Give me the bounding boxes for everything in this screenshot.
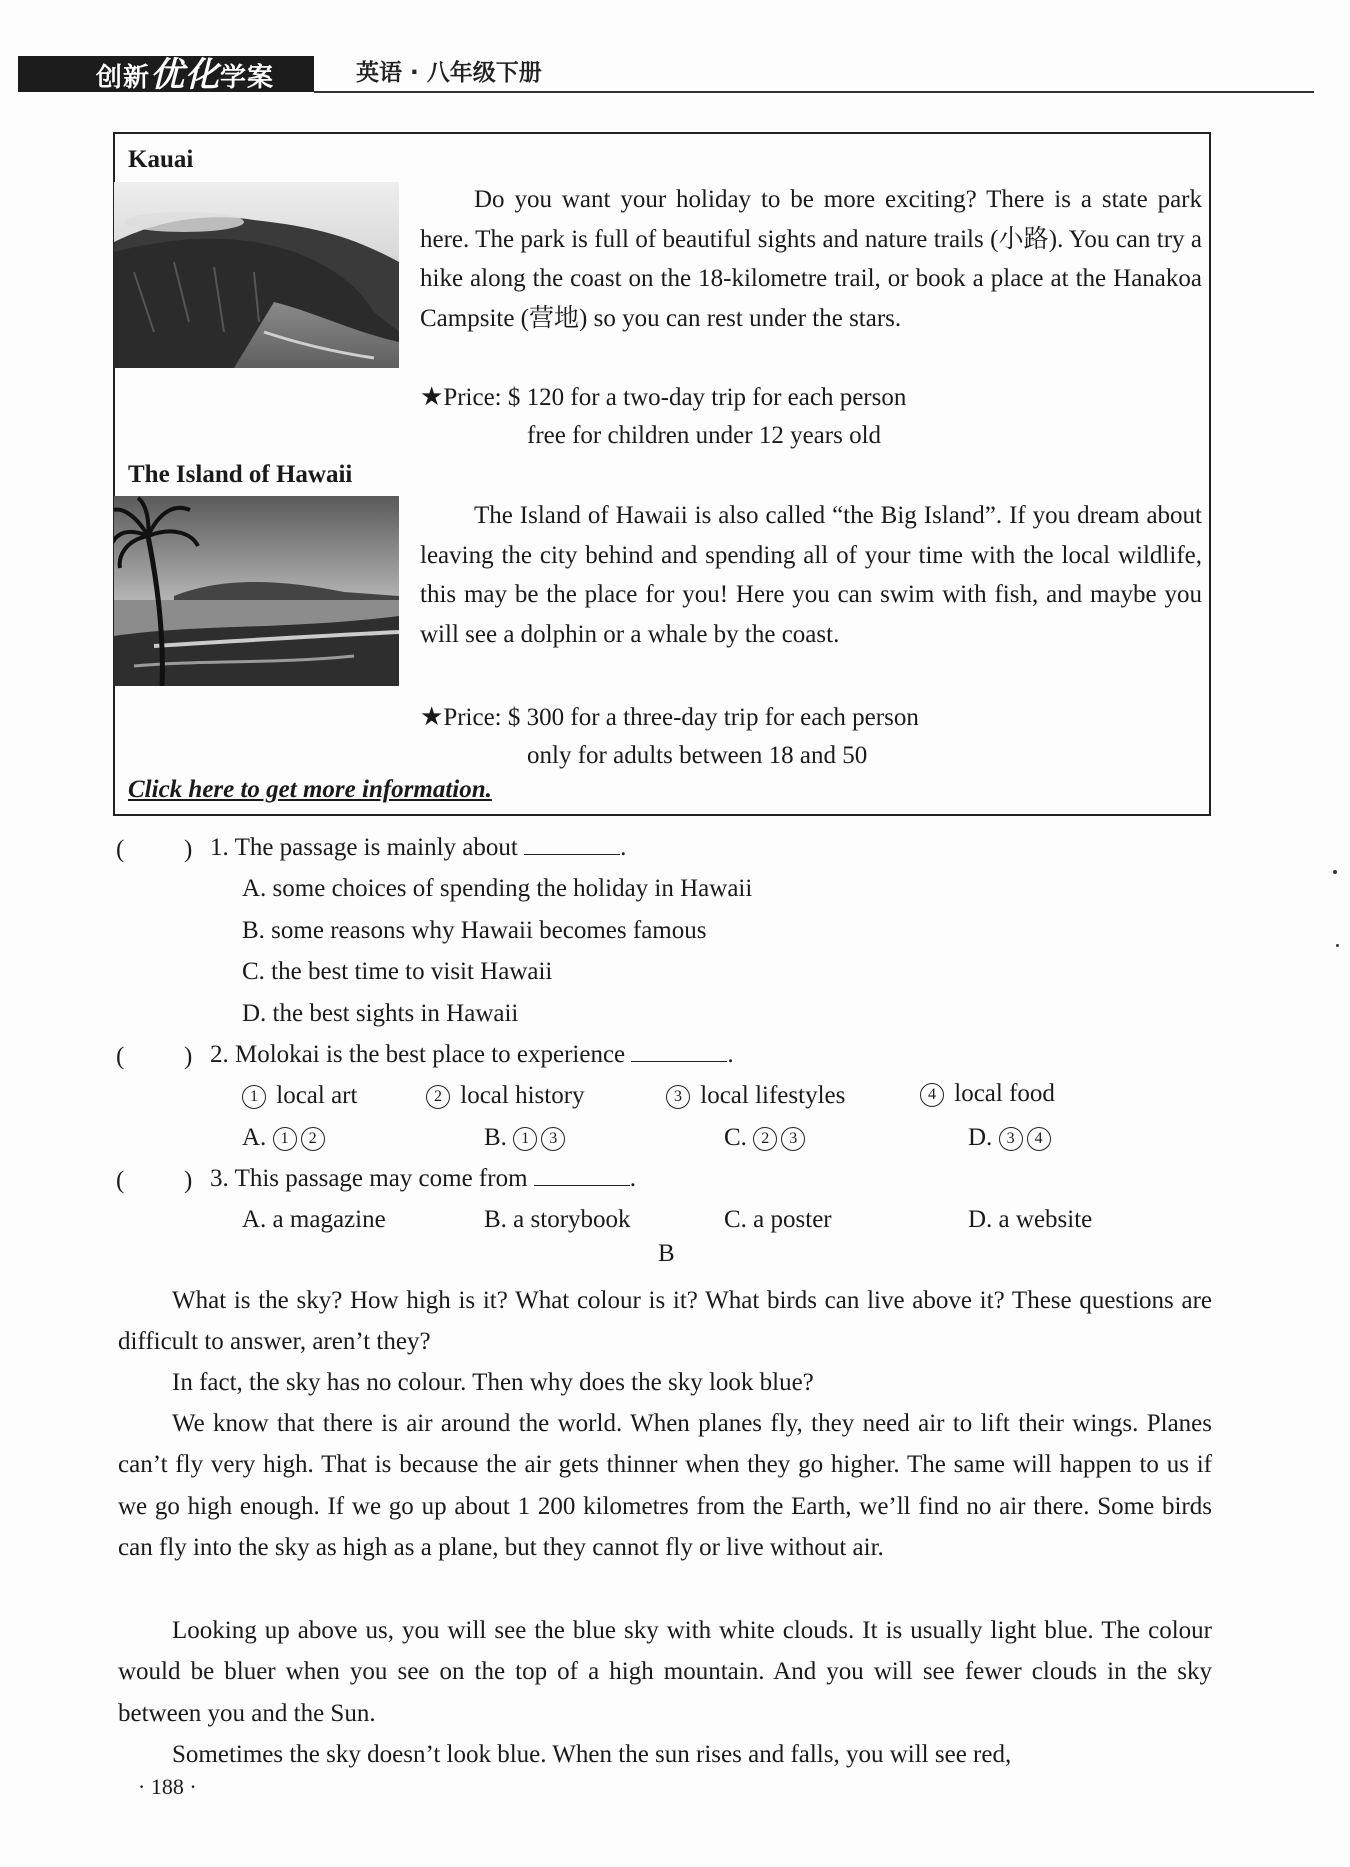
passage-b-paragraph: What is the sky? How high is it? What colour is it? What birds can live above it? These questions are difficult to answer, aren’t they? <box>118 1287 1212 1356</box>
q2-item-2: 2 local history <box>426 1082 585 1110</box>
q3-option-d: D. a website <box>968 1206 1093 1233</box>
star-icon: ★ <box>420 702 444 731</box>
question-3-stem: 3. This passage may come from . <box>210 1165 637 1192</box>
answer-paren-close: ) <box>184 1043 193 1070</box>
more-info-link[interactable]: Click here to get more information. <box>128 776 492 803</box>
q1-option-c: C. the best time to visit Hawaii <box>242 958 553 985</box>
q3-option-c: C. a poster <box>724 1206 832 1233</box>
answer-blank <box>524 834 620 855</box>
q3-option-a: A. a magazine <box>242 1206 386 1233</box>
hawaii-price-line: ★Price: $ 300 for a three-day trip for each person <box>420 702 919 731</box>
passage-b-heading: B <box>658 1240 675 1267</box>
q1-option-b: B. some reasons why Hawaii becomes famous <box>242 917 707 944</box>
passage-b-paragraph: Sometimes the sky doesn’t look blue. When the sun rises and falls, you will see red, <box>172 1741 1012 1768</box>
kauai-description: Do you want your holiday to be more exciting? There is a state park here. The park is full of beautiful sights and nature trails (小路). You can try a hike along the coast on the 18-kilometre trail, or book a place at the Hanakoa Campsite (营地) so you can rest under the stars. <box>420 186 1202 332</box>
kauai-title: Kauai <box>128 146 194 173</box>
star-icon: ★ <box>420 382 444 411</box>
passage-b-paragraph: We know that there is air around the world. When planes fly, they need air to lift their wings. Planes can’t fly very high. That is because the air gets thinner when they go higher. The same will happen to us if we go high enough. If we go up about 1 200 kilometres from the Earth, we’ll find no air there. Some birds can fly into the sky as high as a plane, but they cannot fly or live without air. <box>118 1410 1212 1561</box>
answer-paren-close: ) <box>184 1167 193 1194</box>
page-number: · 188 · <box>138 1774 197 1799</box>
kauai-coast-photo <box>114 182 399 368</box>
question-1-stem: 1. The passage is mainly about . <box>210 834 627 861</box>
q2-choice-b: B. 1 3 <box>484 1124 569 1152</box>
hawaii-description: The Island of Hawaii is also called “the Big Island”. If you dream about leaving the city behind and spending all of your time with the local wildlife, this may be the place for you! Here you can swim with fish, and maybe you will see a dolphin or a whale by the coast. <box>420 502 1202 648</box>
answer-paren-open: ( <box>116 1167 125 1194</box>
question-2-stem: 2. Molokai is the best place to experience . <box>210 1041 734 1068</box>
q2-item-4: 4 local food <box>920 1080 1055 1108</box>
passage-b-paragraph: Looking up above us, you will see the blue sky with white clouds. It is usually light blue. The colour would be bluer when you see on the top of a high mountain. And you will see fewer clouds in the sky between you and the Sun. <box>118 1617 1212 1727</box>
q2-choice-c: C. 2 3 <box>724 1124 809 1152</box>
q2-item-1: 1 local art <box>242 1082 357 1110</box>
book-subject-title: 英语 · 八年级下册 <box>356 60 542 86</box>
q2-choice-a: A. 1 2 <box>242 1124 329 1152</box>
scan-speck <box>1336 944 1339 947</box>
header-rule <box>314 91 1314 93</box>
answer-paren-open: ( <box>116 1043 125 1070</box>
kauai-price-note: free for children under 12 years old <box>527 422 882 449</box>
kauai-price-line: ★Price: $ 120 for a two-day trip for each person <box>420 382 907 411</box>
q3-option-b: B. a storybook <box>484 1206 631 1233</box>
q1-option-a: A. some choices of spending the holiday in Hawaii <box>242 875 753 902</box>
hawaii-title: The Island of Hawaii <box>128 461 353 488</box>
book-series-logo: 创新优化学案 <box>96 55 275 95</box>
answer-blank <box>534 1165 630 1186</box>
hawaii-price-note: only for adults between 18 and 50 <box>527 742 868 769</box>
passage-b-paragraph: In fact, the sky has no colour. Then why does the sky look blue? <box>172 1369 814 1396</box>
answer-blank <box>631 1041 727 1062</box>
q2-choice-d: D. 3 4 <box>968 1124 1055 1152</box>
answer-paren-close: ) <box>184 836 193 863</box>
answer-paren-open: ( <box>116 836 125 863</box>
scan-speck <box>1333 870 1337 874</box>
q1-option-d: D. the best sights in Hawaii <box>242 1000 519 1027</box>
q2-item-3: 3 local lifestyles <box>666 1082 845 1110</box>
hawaii-beach-palm-photo <box>114 496 399 686</box>
